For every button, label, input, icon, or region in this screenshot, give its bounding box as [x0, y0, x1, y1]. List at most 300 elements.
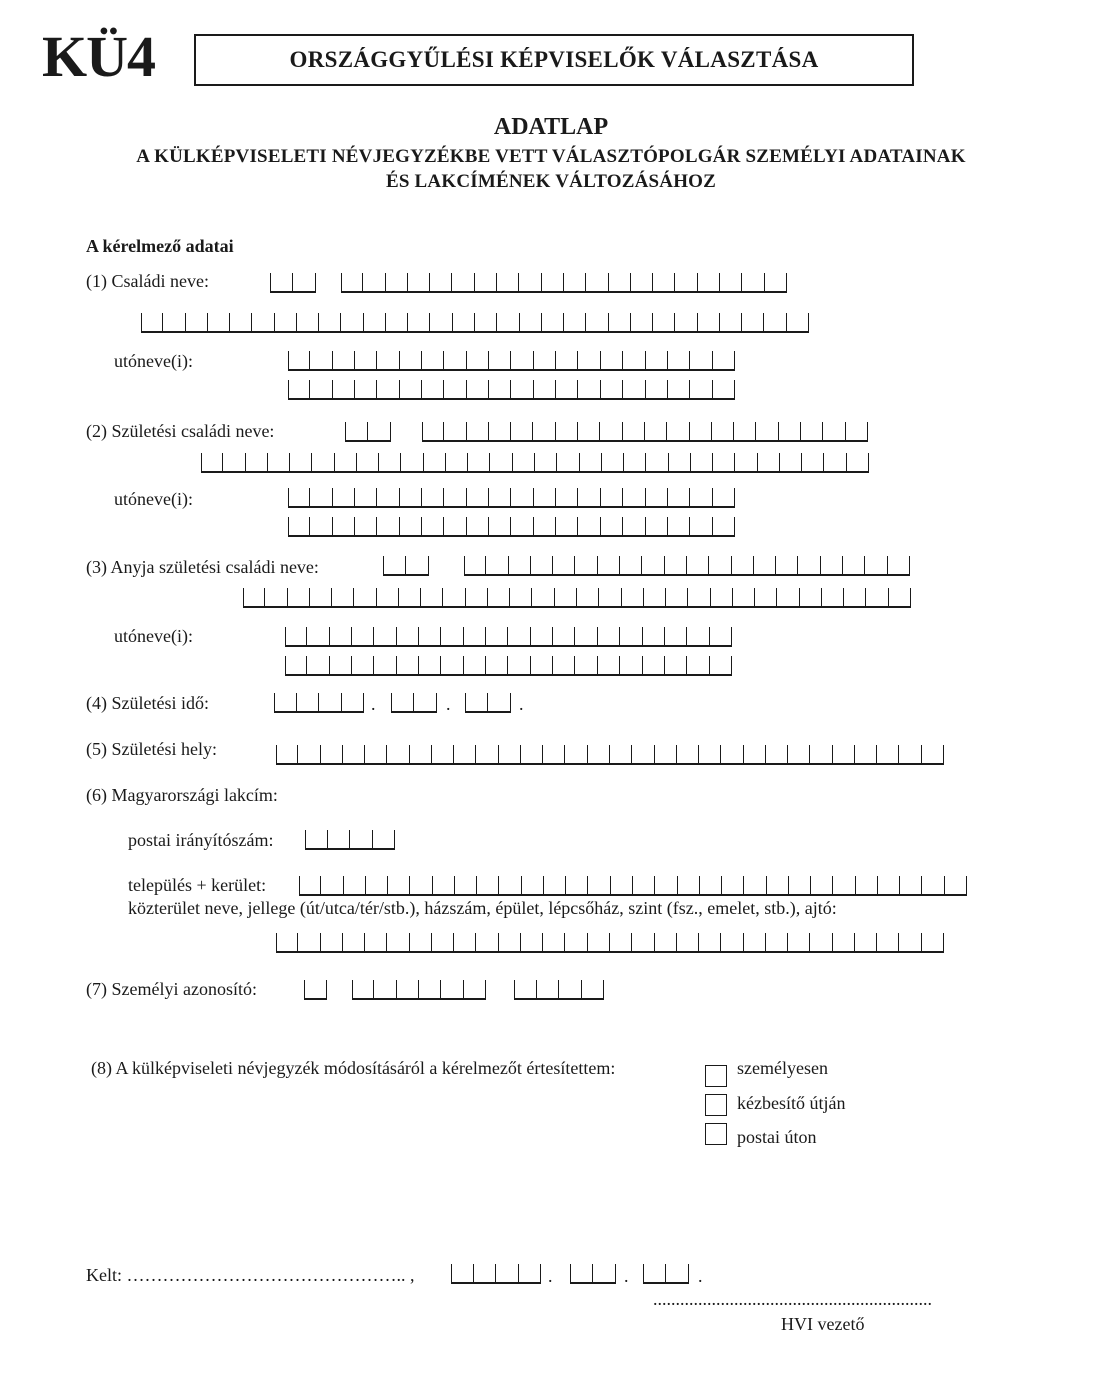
mother-name-boxes-row2[interactable]	[243, 588, 911, 608]
character-box[interactable]	[643, 656, 665, 676]
character-box[interactable]	[601, 380, 623, 400]
character-box[interactable]	[788, 745, 810, 765]
checkbox-personally[interactable]	[705, 1065, 727, 1087]
character-box[interactable]	[489, 488, 511, 508]
character-box[interactable]	[578, 517, 600, 537]
character-box[interactable]	[464, 980, 486, 1000]
character-box[interactable]	[499, 745, 521, 765]
character-box[interactable]	[475, 313, 497, 333]
character-box[interactable]	[521, 933, 543, 953]
character-box[interactable]	[609, 273, 631, 293]
character-box[interactable]	[406, 556, 429, 576]
character-box[interactable]	[766, 933, 788, 953]
character-box[interactable]	[646, 351, 668, 371]
character-box[interactable]	[833, 745, 855, 765]
character-box[interactable]	[713, 380, 735, 400]
character-box[interactable]	[844, 588, 866, 608]
character-box[interactable]	[476, 745, 498, 765]
character-box[interactable]	[307, 627, 329, 647]
character-box[interactable]	[285, 627, 307, 647]
character-box[interactable]	[401, 453, 423, 473]
character-box[interactable]	[734, 422, 756, 442]
character-box[interactable]	[922, 745, 944, 765]
character-box[interactable]	[377, 351, 399, 371]
character-box[interactable]	[623, 488, 645, 508]
character-box[interactable]	[497, 273, 519, 293]
character-box[interactable]	[441, 656, 463, 676]
personal-id-boxes-part2[interactable]	[352, 980, 486, 1000]
character-box[interactable]	[341, 273, 363, 293]
character-box[interactable]	[653, 273, 675, 293]
character-box[interactable]	[533, 422, 555, 442]
character-box[interactable]	[810, 745, 832, 765]
character-box[interactable]	[444, 422, 466, 442]
character-box[interactable]	[531, 627, 553, 647]
character-box[interactable]	[274, 693, 297, 713]
character-box[interactable]	[598, 627, 620, 647]
character-box[interactable]	[856, 876, 878, 896]
character-box[interactable]	[489, 517, 511, 537]
character-box[interactable]	[298, 933, 320, 953]
character-box[interactable]	[578, 422, 600, 442]
family-name-boxes-row1[interactable]	[341, 273, 787, 293]
character-box[interactable]	[833, 933, 855, 953]
character-box[interactable]	[922, 933, 944, 953]
character-box[interactable]	[744, 745, 766, 765]
character-box[interactable]	[698, 273, 720, 293]
character-box[interactable]	[270, 273, 293, 293]
character-box[interactable]	[276, 933, 298, 953]
character-box[interactable]	[601, 488, 623, 508]
mother-name-boxes-row1[interactable]	[464, 556, 910, 576]
character-box[interactable]	[387, 745, 409, 765]
character-box[interactable]	[720, 313, 742, 333]
character-box[interactable]	[542, 313, 564, 333]
character-box[interactable]	[877, 933, 899, 953]
character-box[interactable]	[644, 588, 666, 608]
character-box[interactable]	[276, 745, 298, 765]
character-box[interactable]	[899, 745, 921, 765]
character-box[interactable]	[386, 273, 408, 293]
character-box[interactable]	[363, 273, 385, 293]
character-box[interactable]	[665, 627, 687, 647]
character-box[interactable]	[534, 380, 556, 400]
character-box[interactable]	[511, 351, 533, 371]
character-box[interactable]	[669, 453, 691, 473]
character-box[interactable]	[522, 876, 544, 896]
kelt-month-boxes[interactable]	[570, 1264, 616, 1284]
character-box[interactable]	[419, 656, 441, 676]
character-box[interactable]	[513, 453, 535, 473]
character-box[interactable]	[788, 933, 810, 953]
character-box[interactable]	[780, 453, 802, 473]
personal-id-boxes-part3[interactable]	[514, 980, 604, 1000]
character-box[interactable]	[599, 588, 621, 608]
character-box[interactable]	[779, 422, 801, 442]
character-box[interactable]	[777, 588, 799, 608]
character-box[interactable]	[452, 273, 474, 293]
family-name-boxes-row2[interactable]	[141, 313, 809, 333]
character-box[interactable]	[653, 313, 675, 333]
character-box[interactable]	[400, 351, 422, 371]
character-box[interactable]	[691, 453, 713, 473]
character-box[interactable]	[352, 980, 374, 1000]
character-box[interactable]	[474, 1264, 497, 1284]
character-box[interactable]	[531, 656, 553, 676]
character-box[interactable]	[602, 453, 624, 473]
character-box[interactable]	[467, 351, 489, 371]
character-box[interactable]	[419, 627, 441, 647]
character-box[interactable]	[312, 453, 334, 473]
character-box[interactable]	[319, 693, 342, 713]
character-box[interactable]	[432, 745, 454, 765]
character-box[interactable]	[397, 980, 419, 1000]
checkbox-courier[interactable]	[705, 1094, 727, 1116]
character-box[interactable]	[374, 627, 396, 647]
character-box[interactable]	[542, 273, 564, 293]
character-box[interactable]	[243, 588, 265, 608]
character-box[interactable]	[755, 588, 777, 608]
character-box[interactable]	[767, 876, 789, 896]
character-box[interactable]	[377, 488, 399, 508]
character-box[interactable]	[422, 351, 444, 371]
character-box[interactable]	[556, 488, 578, 508]
family-name-prefix-boxes[interactable]	[270, 273, 316, 293]
character-box[interactable]	[453, 313, 475, 333]
character-box[interactable]	[710, 656, 732, 676]
street-boxes[interactable]	[276, 933, 944, 953]
character-box[interactable]	[687, 627, 709, 647]
character-box[interactable]	[304, 980, 327, 1000]
character-box[interactable]	[756, 422, 778, 442]
character-box[interactable]	[742, 313, 764, 333]
character-box[interactable]	[519, 273, 541, 293]
character-box[interactable]	[511, 422, 533, 442]
character-box[interactable]	[297, 693, 320, 713]
character-box[interactable]	[632, 933, 654, 953]
character-box[interactable]	[758, 453, 780, 473]
character-box[interactable]	[355, 517, 377, 537]
character-box[interactable]	[511, 517, 533, 537]
character-box[interactable]	[343, 933, 365, 953]
character-box[interactable]	[721, 745, 743, 765]
character-box[interactable]	[822, 588, 844, 608]
character-box[interactable]	[798, 556, 820, 576]
character-box[interactable]	[744, 876, 766, 896]
character-box[interactable]	[307, 656, 329, 676]
character-box[interactable]	[666, 1264, 689, 1284]
character-box[interactable]	[675, 313, 697, 333]
character-box[interactable]	[776, 556, 798, 576]
character-box[interactable]	[377, 380, 399, 400]
birth-year-boxes[interactable]	[274, 693, 364, 713]
character-box[interactable]	[288, 380, 310, 400]
character-box[interactable]	[441, 980, 463, 1000]
character-box[interactable]	[368, 422, 391, 442]
character-box[interactable]	[520, 313, 542, 333]
character-box[interactable]	[350, 830, 373, 850]
character-box[interactable]	[400, 380, 422, 400]
character-box[interactable]	[721, 933, 743, 953]
character-box[interactable]	[690, 488, 712, 508]
character-box[interactable]	[667, 422, 689, 442]
character-box[interactable]	[677, 933, 699, 953]
character-box[interactable]	[623, 380, 645, 400]
character-box[interactable]	[922, 876, 944, 896]
character-box[interactable]	[622, 588, 644, 608]
character-box[interactable]	[699, 933, 721, 953]
character-box[interactable]	[578, 488, 600, 508]
character-box[interactable]	[186, 313, 208, 333]
character-box[interactable]	[620, 627, 642, 647]
character-box[interactable]	[789, 876, 811, 896]
character-box[interactable]	[208, 313, 230, 333]
character-box[interactable]	[430, 313, 452, 333]
personal-id-boxes-part1[interactable]	[304, 980, 327, 1000]
character-box[interactable]	[400, 517, 422, 537]
character-box[interactable]	[355, 351, 377, 371]
character-box[interactable]	[410, 933, 432, 953]
character-box[interactable]	[646, 380, 668, 400]
character-box[interactable]	[553, 627, 575, 647]
given-names-2-boxes-row2[interactable]	[288, 517, 735, 537]
character-box[interactable]	[432, 933, 454, 953]
birth-family-name-prefix-boxes[interactable]	[345, 422, 391, 442]
character-box[interactable]	[713, 488, 735, 508]
character-box[interactable]	[444, 488, 466, 508]
character-box[interactable]	[575, 556, 597, 576]
character-box[interactable]	[566, 876, 588, 896]
character-box[interactable]	[310, 351, 332, 371]
character-box[interactable]	[646, 517, 668, 537]
character-box[interactable]	[365, 745, 387, 765]
character-box[interactable]	[764, 313, 786, 333]
character-box[interactable]	[532, 588, 554, 608]
character-box[interactable]	[373, 830, 396, 850]
character-box[interactable]	[821, 556, 843, 576]
character-box[interactable]	[690, 380, 712, 400]
character-box[interactable]	[345, 422, 368, 442]
character-box[interactable]	[421, 588, 443, 608]
character-box[interactable]	[578, 380, 600, 400]
character-box[interactable]	[397, 656, 419, 676]
character-box[interactable]	[509, 556, 531, 576]
character-box[interactable]	[489, 380, 511, 400]
character-box[interactable]	[623, 517, 645, 537]
character-box[interactable]	[611, 876, 633, 896]
character-box[interactable]	[687, 656, 709, 676]
character-box[interactable]	[321, 745, 343, 765]
character-box[interactable]	[467, 517, 489, 537]
character-box[interactable]	[486, 627, 508, 647]
character-box[interactable]	[293, 273, 316, 293]
character-box[interactable]	[687, 556, 709, 576]
character-box[interactable]	[570, 1264, 593, 1284]
character-box[interactable]	[408, 273, 430, 293]
character-box[interactable]	[419, 980, 441, 1000]
character-box[interactable]	[556, 422, 578, 442]
character-box[interactable]	[519, 1264, 542, 1284]
character-box[interactable]	[754, 556, 776, 576]
character-box[interactable]	[833, 876, 855, 896]
character-box[interactable]	[379, 453, 401, 473]
character-box[interactable]	[511, 488, 533, 508]
character-box[interactable]	[677, 745, 699, 765]
character-box[interactable]	[690, 351, 712, 371]
character-box[interactable]	[467, 422, 489, 442]
character-box[interactable]	[711, 588, 733, 608]
character-box[interactable]	[810, 933, 832, 953]
character-box[interactable]	[400, 488, 422, 508]
character-box[interactable]	[720, 273, 742, 293]
birth-place-boxes[interactable]	[276, 745, 944, 765]
character-box[interactable]	[374, 656, 396, 676]
character-box[interactable]	[675, 273, 697, 293]
character-box[interactable]	[246, 453, 268, 473]
character-box[interactable]	[646, 453, 668, 473]
character-box[interactable]	[722, 876, 744, 896]
character-box[interactable]	[476, 933, 498, 953]
character-box[interactable]	[733, 588, 755, 608]
character-box[interactable]	[521, 745, 543, 765]
character-box[interactable]	[713, 351, 735, 371]
character-box[interactable]	[344, 876, 366, 896]
character-box[interactable]	[430, 273, 452, 293]
character-box[interactable]	[377, 588, 399, 608]
character-box[interactable]	[290, 453, 312, 473]
character-box[interactable]	[310, 588, 332, 608]
character-box[interactable]	[553, 556, 575, 576]
character-box[interactable]	[288, 588, 310, 608]
character-box[interactable]	[553, 656, 575, 676]
character-box[interactable]	[335, 453, 357, 473]
character-box[interactable]	[510, 588, 532, 608]
character-box[interactable]	[422, 422, 444, 442]
character-box[interactable]	[713, 453, 735, 473]
character-box[interactable]	[698, 313, 720, 333]
character-box[interactable]	[565, 933, 587, 953]
character-box[interactable]	[511, 380, 533, 400]
character-box[interactable]	[668, 517, 690, 537]
character-box[interactable]	[888, 556, 910, 576]
character-box[interactable]	[321, 933, 343, 953]
character-box[interactable]	[534, 517, 556, 537]
character-box[interactable]	[900, 876, 922, 896]
character-box[interactable]	[397, 627, 419, 647]
character-box[interactable]	[556, 517, 578, 537]
character-box[interactable]	[499, 876, 521, 896]
character-box[interactable]	[575, 627, 597, 647]
character-box[interactable]	[366, 876, 388, 896]
character-box[interactable]	[305, 830, 328, 850]
character-box[interactable]	[631, 313, 653, 333]
character-box[interactable]	[352, 656, 374, 676]
character-box[interactable]	[655, 876, 677, 896]
character-box[interactable]	[201, 453, 223, 473]
character-box[interactable]	[298, 745, 320, 765]
character-box[interactable]	[645, 422, 667, 442]
character-box[interactable]	[490, 453, 512, 473]
character-box[interactable]	[223, 453, 245, 473]
character-box[interactable]	[275, 313, 297, 333]
character-box[interactable]	[665, 656, 687, 676]
character-box[interactable]	[508, 627, 530, 647]
character-box[interactable]	[765, 273, 787, 293]
character-box[interactable]	[475, 273, 497, 293]
character-box[interactable]	[391, 693, 414, 713]
character-box[interactable]	[465, 693, 488, 713]
character-box[interactable]	[543, 933, 565, 953]
character-box[interactable]	[408, 313, 430, 333]
character-box[interactable]	[424, 453, 446, 473]
character-box[interactable]	[488, 693, 511, 713]
character-box[interactable]	[365, 933, 387, 953]
character-box[interactable]	[466, 588, 488, 608]
character-box[interactable]	[330, 627, 352, 647]
character-box[interactable]	[468, 453, 490, 473]
character-box[interactable]	[700, 876, 722, 896]
character-box[interactable]	[444, 351, 466, 371]
character-box[interactable]	[321, 876, 343, 896]
character-box[interactable]	[443, 588, 465, 608]
character-box[interactable]	[666, 588, 688, 608]
character-box[interactable]	[374, 980, 396, 1000]
character-box[interactable]	[534, 488, 556, 508]
character-box[interactable]	[141, 313, 163, 333]
character-box[interactable]	[422, 488, 444, 508]
character-box[interactable]	[534, 351, 556, 371]
character-box[interactable]	[341, 313, 363, 333]
character-box[interactable]	[333, 351, 355, 371]
character-box[interactable]	[422, 517, 444, 537]
character-box[interactable]	[535, 453, 557, 473]
checkbox-post[interactable]	[705, 1123, 727, 1145]
character-box[interactable]	[377, 517, 399, 537]
character-box[interactable]	[787, 313, 809, 333]
character-box[interactable]	[499, 933, 521, 953]
character-box[interactable]	[556, 380, 578, 400]
character-box[interactable]	[364, 313, 386, 333]
character-box[interactable]	[646, 488, 668, 508]
character-box[interactable]	[387, 933, 409, 953]
character-box[interactable]	[889, 588, 911, 608]
character-box[interactable]	[855, 933, 877, 953]
character-box[interactable]	[846, 422, 868, 442]
character-box[interactable]	[712, 422, 734, 442]
birth-month-boxes[interactable]	[391, 693, 437, 713]
character-box[interactable]	[643, 627, 665, 647]
character-box[interactable]	[343, 745, 365, 765]
character-box[interactable]	[690, 517, 712, 537]
character-box[interactable]	[575, 656, 597, 676]
character-box[interactable]	[690, 422, 712, 442]
character-box[interactable]	[633, 876, 655, 896]
character-box[interactable]	[709, 556, 731, 576]
character-box[interactable]	[744, 933, 766, 953]
birth-family-name-boxes-row2[interactable]	[201, 453, 869, 473]
character-box[interactable]	[496, 1264, 519, 1284]
character-box[interactable]	[310, 517, 332, 537]
mother-name-prefix-boxes[interactable]	[383, 556, 429, 576]
character-box[interactable]	[766, 745, 788, 765]
character-box[interactable]	[383, 556, 406, 576]
character-box[interactable]	[163, 313, 185, 333]
character-box[interactable]	[319, 313, 341, 333]
settlement-boxes[interactable]	[299, 876, 967, 896]
character-box[interactable]	[467, 380, 489, 400]
character-box[interactable]	[455, 876, 477, 896]
character-box[interactable]	[444, 380, 466, 400]
